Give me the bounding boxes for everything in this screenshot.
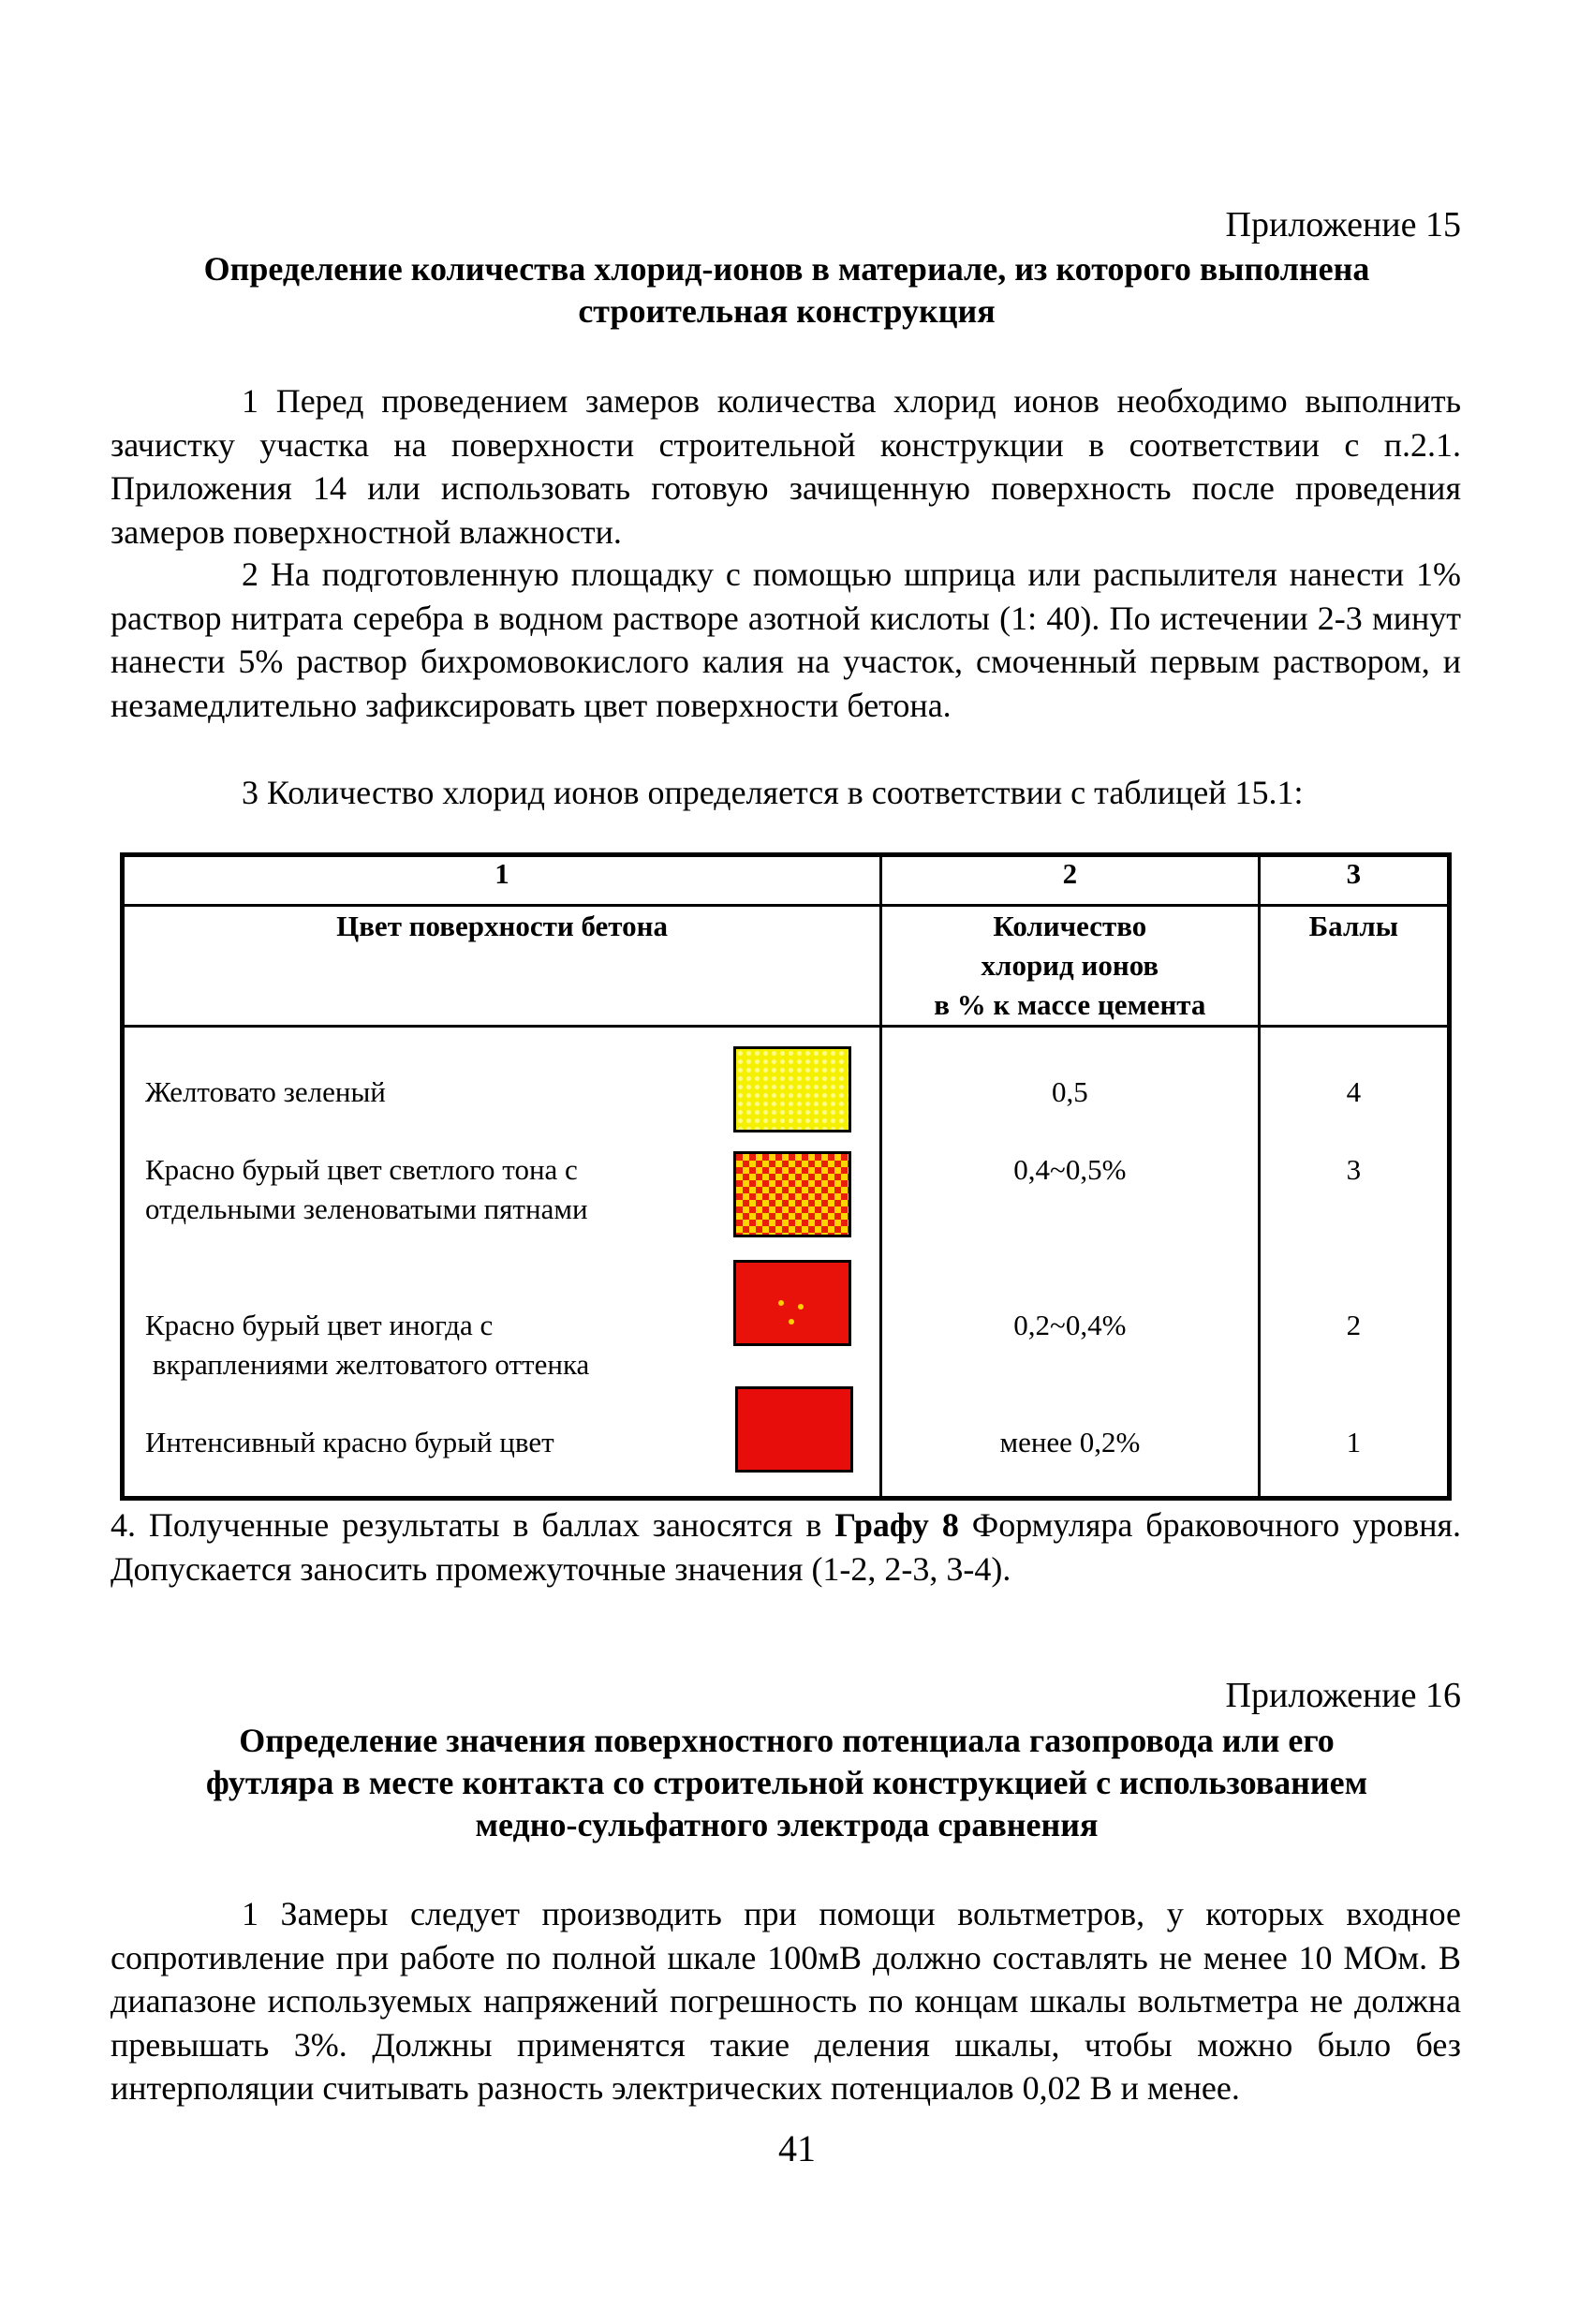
yellow-speck [789,1319,794,1325]
title-line: Определение значения поверхностного потенциала газопровода или его [239,1722,1335,1759]
points-value: 3 [1346,1153,1362,1186]
amount-value: менее 0,2% [999,1426,1141,1458]
column-8-ref: Графу 8 [834,1506,959,1544]
color-swatch-red-brown-speckled [733,1260,851,1346]
header-color [123,906,881,1027]
color-name: вкраплениями желтоватого оттенка [145,1348,590,1381]
paragraph-4 [111,1503,1461,1591]
appendix-15-label: Приложение 15 [1225,205,1461,244]
appendix-15-title [103,248,1470,333]
column-number-row [123,855,1450,906]
color-swatch-yellow-green [733,1046,851,1132]
color-swatch-light-red-brown [733,1151,851,1237]
yellow-speck [798,1304,804,1310]
yellow-speck [778,1300,784,1306]
header-points [1259,906,1449,1027]
color-name: Красно бурый цвет светлого тона с [145,1153,578,1186]
points-value: 2 [1346,1309,1362,1341]
header-row [123,906,1450,1027]
title-line: строительная конструкция [578,292,996,330]
paragraph-4-text: Формуляра браковочного уровня. Допускается заносить промежуточные значения (1-2, 2-3, 3-4). [111,1506,1462,1588]
column-number: 3 [1259,855,1449,906]
column-number: 2 [881,855,1260,906]
points-value: 1 [1346,1426,1362,1458]
table-body-row [123,1027,1450,1499]
color-name: Красно бурый цвет иногда с [145,1309,494,1341]
paragraph-4-text: 4. Полученные результаты в баллах заносятся в [111,1506,835,1544]
paragraph-16-1: 1 Замеры следует производить при помощи вольтметров, у которых входное сопротивление при работе по полной шкале 100мВ должно составлять не менее 10 МОм. В диапазоне используемых напряжений погрешность по концам шкалы вольтметра не должна превышать 3%. Должны применятся такие деления шкалы, чтобы можно было без интерполяции считывать разность электрических потенциалов 0,02 В и менее. [111,1895,1461,2108]
points-column [1259,1027,1449,1499]
title-line: футляра в месте контакта со строительной конструкцией с использованием [205,1764,1368,1801]
header-amount-line: в % к массе цемента [934,988,1206,1021]
page-number: 41 [778,2127,816,2169]
header-color-text: Цвет поверхности бетона [336,910,668,942]
amount-value: 0,5 [1051,1075,1088,1108]
color-name: Желтовато зеленый [145,1075,386,1108]
paragraph-3: 3 Количество хлорид ионов определяется в соответствии с таблицей 15.1: [242,774,1304,811]
color-column [123,1027,881,1499]
color-name: Интенсивный красно бурый цвет [145,1426,554,1458]
title-line: медно-сульфатного электрода сравнения [475,1806,1099,1843]
header-amount-line: хлорид ионов [981,949,1159,982]
header-amount [881,906,1260,1027]
title-line: Определение количества хлорид-ионов в материале, из которого выполнена [203,250,1370,288]
color-name: отдельными зеленоватыми пятнами [145,1192,588,1225]
paragraph-1: 1 Перед проведением замеров количества хлорид ионов необходимо выполнить зачистку участка на поверхности строительной конструкции в соответствии с п.2.1. Приложения 14 или использовать готовую зачищенную поверхность после проведения замеров поверхностной влажности. [111,382,1461,551]
amount-column [881,1027,1260,1499]
column-number: 1 [123,855,881,906]
color-swatch-intense-red-brown [735,1386,853,1473]
header-points-text: Баллы [1308,910,1398,942]
amount-value: 0,4~0,5% [1013,1153,1127,1186]
appendix-16-title [103,1720,1470,1846]
points-value: 4 [1346,1075,1362,1108]
appendix-16-label: Приложение 16 [1225,1676,1461,1715]
header-amount-line: Количество [993,910,1147,942]
paragraph-2: 2 На подготовленную площадку с помощью шприца или распылителя нанести 1% раствор нитрата серебра в водном растворе азотной кислоты (1: 40). По истечении 2-3 минут нанести 5% раствор бихромовокислого калия на участок, смоченный первым раствором, и незамедлительно зафиксировать цвет поверхности бетона. [111,555,1461,724]
chloride-table [120,852,1452,1501]
amount-value: 0,2~0,4% [1013,1309,1127,1341]
